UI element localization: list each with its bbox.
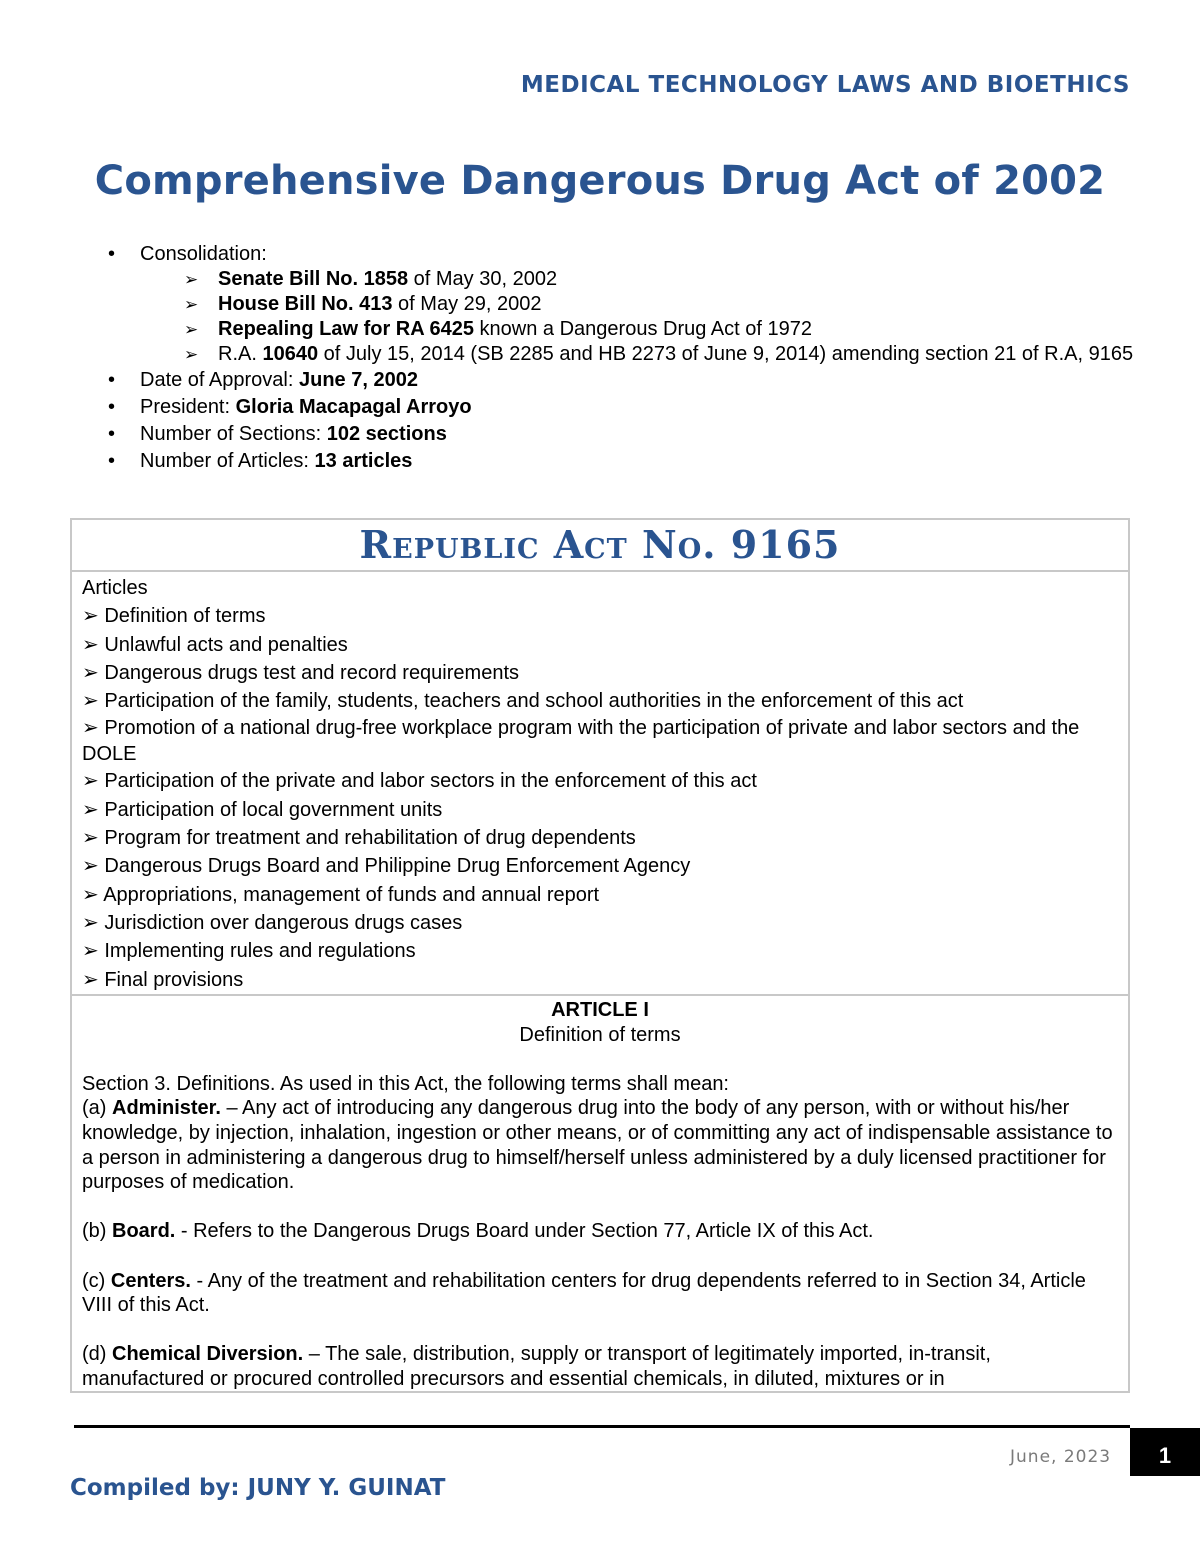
definition: (c) Centers. - Any of the treatment and rehabilitation centers for drug dependents referred to in Section 34, Article VIII of this Act. <box>82 1269 1086 1317</box>
list-item: • Date of Approval: June 7, 2002 <box>108 369 418 391</box>
arrow-bullet-icon: ➢ <box>82 968 105 991</box>
running-header: MEDICAL TECHNOLOGY LAWS AND BIOETHICS <box>520 72 1130 98</box>
bullet-icon: • <box>108 423 116 445</box>
sub-item: ➢ House Bill No. 413 of May 29, 2002 <box>184 293 542 315</box>
arrow-bullet-icon: ➢ <box>82 717 105 740</box>
list-item: • Consolidation: <box>108 243 267 265</box>
list-item: ➢ Dangerous Drugs Board and Philippine Drug Enforcement Agency <box>82 855 691 878</box>
arrow-bullet-icon: ➢ <box>82 690 105 713</box>
arrow-bullet-icon: ➢ <box>184 270 199 289</box>
footer-divider <box>74 1425 1130 1428</box>
arrow-bullet-icon: ➢ <box>184 295 199 314</box>
list-item: ➢ Participation of the private and labor sectors in the enforcement of this act <box>82 770 757 793</box>
arrow-bullet-icon: ➢ <box>82 661 105 684</box>
sub-item: ➢ R.A. 10640 of July 15, 2014 (SB 2285 and HB 2273 of June 9, 2014) amending section 21 of R.A, 9165 <box>184 343 1134 365</box>
article-subheading: Definition of terms <box>519 1023 681 1046</box>
page-title: Comprehensive Dangerous Drug Act of 2002 <box>94 158 1106 204</box>
arrow-bullet-icon: ➢ <box>82 605 105 628</box>
articles-heading: Articles <box>82 577 148 599</box>
arrow-bullet-icon: ➢ <box>82 827 105 850</box>
arrow-bullet-icon: ➢ <box>82 940 105 963</box>
sub-item: ➢ Repealing Law for RA 6425 known a Dangerous Drug Act of 1972 <box>184 318 812 340</box>
arrow-bullet-icon: ➢ <box>82 883 104 906</box>
list-item: ➢ Dangerous drugs test and record requirements <box>82 661 519 684</box>
arrow-bullet-icon: ➢ <box>184 345 199 364</box>
list-item: • President: Gloria Macapagal Arroyo <box>108 396 472 418</box>
list-item: ➢ Appropriations, management of funds and annual report <box>82 883 600 906</box>
list-item: ➢ Unlawful acts and penalties <box>82 633 348 656</box>
list-item: ➢ Promotion of a national drug-free workplace program with the participation of private and labor sectors and the DOLE <box>82 717 1080 766</box>
list-item: ➢ Participation of local government units <box>82 798 443 821</box>
list-item: • Number of Articles: 13 articles <box>108 450 413 472</box>
list-item: ➢ Definition of terms <box>82 605 266 628</box>
table-title: Republic Act No. 9165 <box>72 520 1128 572</box>
list-item: ➢ Final provisions <box>82 968 244 991</box>
bullet-icon: • <box>108 369 116 391</box>
arrow-bullet-icon: ➢ <box>82 770 105 793</box>
definition: (a) Administer. – Any act of introducing any dangerous drug into the body of any person, with or without his/her knowledge, by injection, inhalation, ingestion or other means, or of committing any act of indispensable assistance to a person in administering a dangerous drug to himself/herself unless administered by a duly licensed practitioner for purposes of medication. <box>82 1097 1113 1194</box>
sub-item: ➢ Senate Bill No. 1858 of May 30, 2002 <box>184 268 558 290</box>
bullet-icon: • <box>108 450 116 472</box>
article-1-cell <box>72 996 1128 1392</box>
bullet-icon: • <box>108 243 116 265</box>
list-item: ➢ Participation of the family, students, teachers and school authorities in the enforcement of this act <box>82 690 964 713</box>
ra-table <box>70 518 1130 1393</box>
list-item: • Number of Sections: 102 sections <box>108 423 447 445</box>
section-intro: Section 3. Definitions. As used in this Act, the following terms shall mean: <box>82 1072 729 1095</box>
bullet-icon: • <box>108 396 116 418</box>
definition: (b) Board. - Refers to the Dangerous Drugs Board under Section 77, Article IX of this Act. <box>82 1220 874 1243</box>
arrow-bullet-icon: ➢ <box>82 798 105 821</box>
footer-date: June, 2023 <box>1010 1447 1112 1467</box>
list-item: ➢ Implementing rules and regulations <box>82 940 416 963</box>
compiled-by: Compiled by: JUNY Y. GUINAT <box>70 1475 446 1501</box>
arrow-bullet-icon: ➢ <box>82 633 105 656</box>
arrow-bullet-icon: ➢ <box>82 855 105 878</box>
arrow-bullet-icon: ➢ <box>184 320 199 339</box>
summary-list <box>104 242 1144 474</box>
arrow-bullet-icon: ➢ <box>82 911 105 934</box>
list-item: ➢ Jurisdiction over dangerous drugs cases <box>82 911 463 934</box>
list-item: ➢ Program for treatment and rehabilitation of drug dependents <box>82 827 636 850</box>
page-number: 1 <box>1130 1428 1200 1476</box>
definition: (d) Chemical Diversion. – The sale, distribution, supply or transport of legitimately imported, in-transit, manufactured or procured controlled precursors and essential chemicals, in diluted, mixtures or in <box>82 1343 991 1390</box>
article-heading: ARTICLE I <box>551 999 649 1021</box>
articles-cell <box>72 572 1128 996</box>
